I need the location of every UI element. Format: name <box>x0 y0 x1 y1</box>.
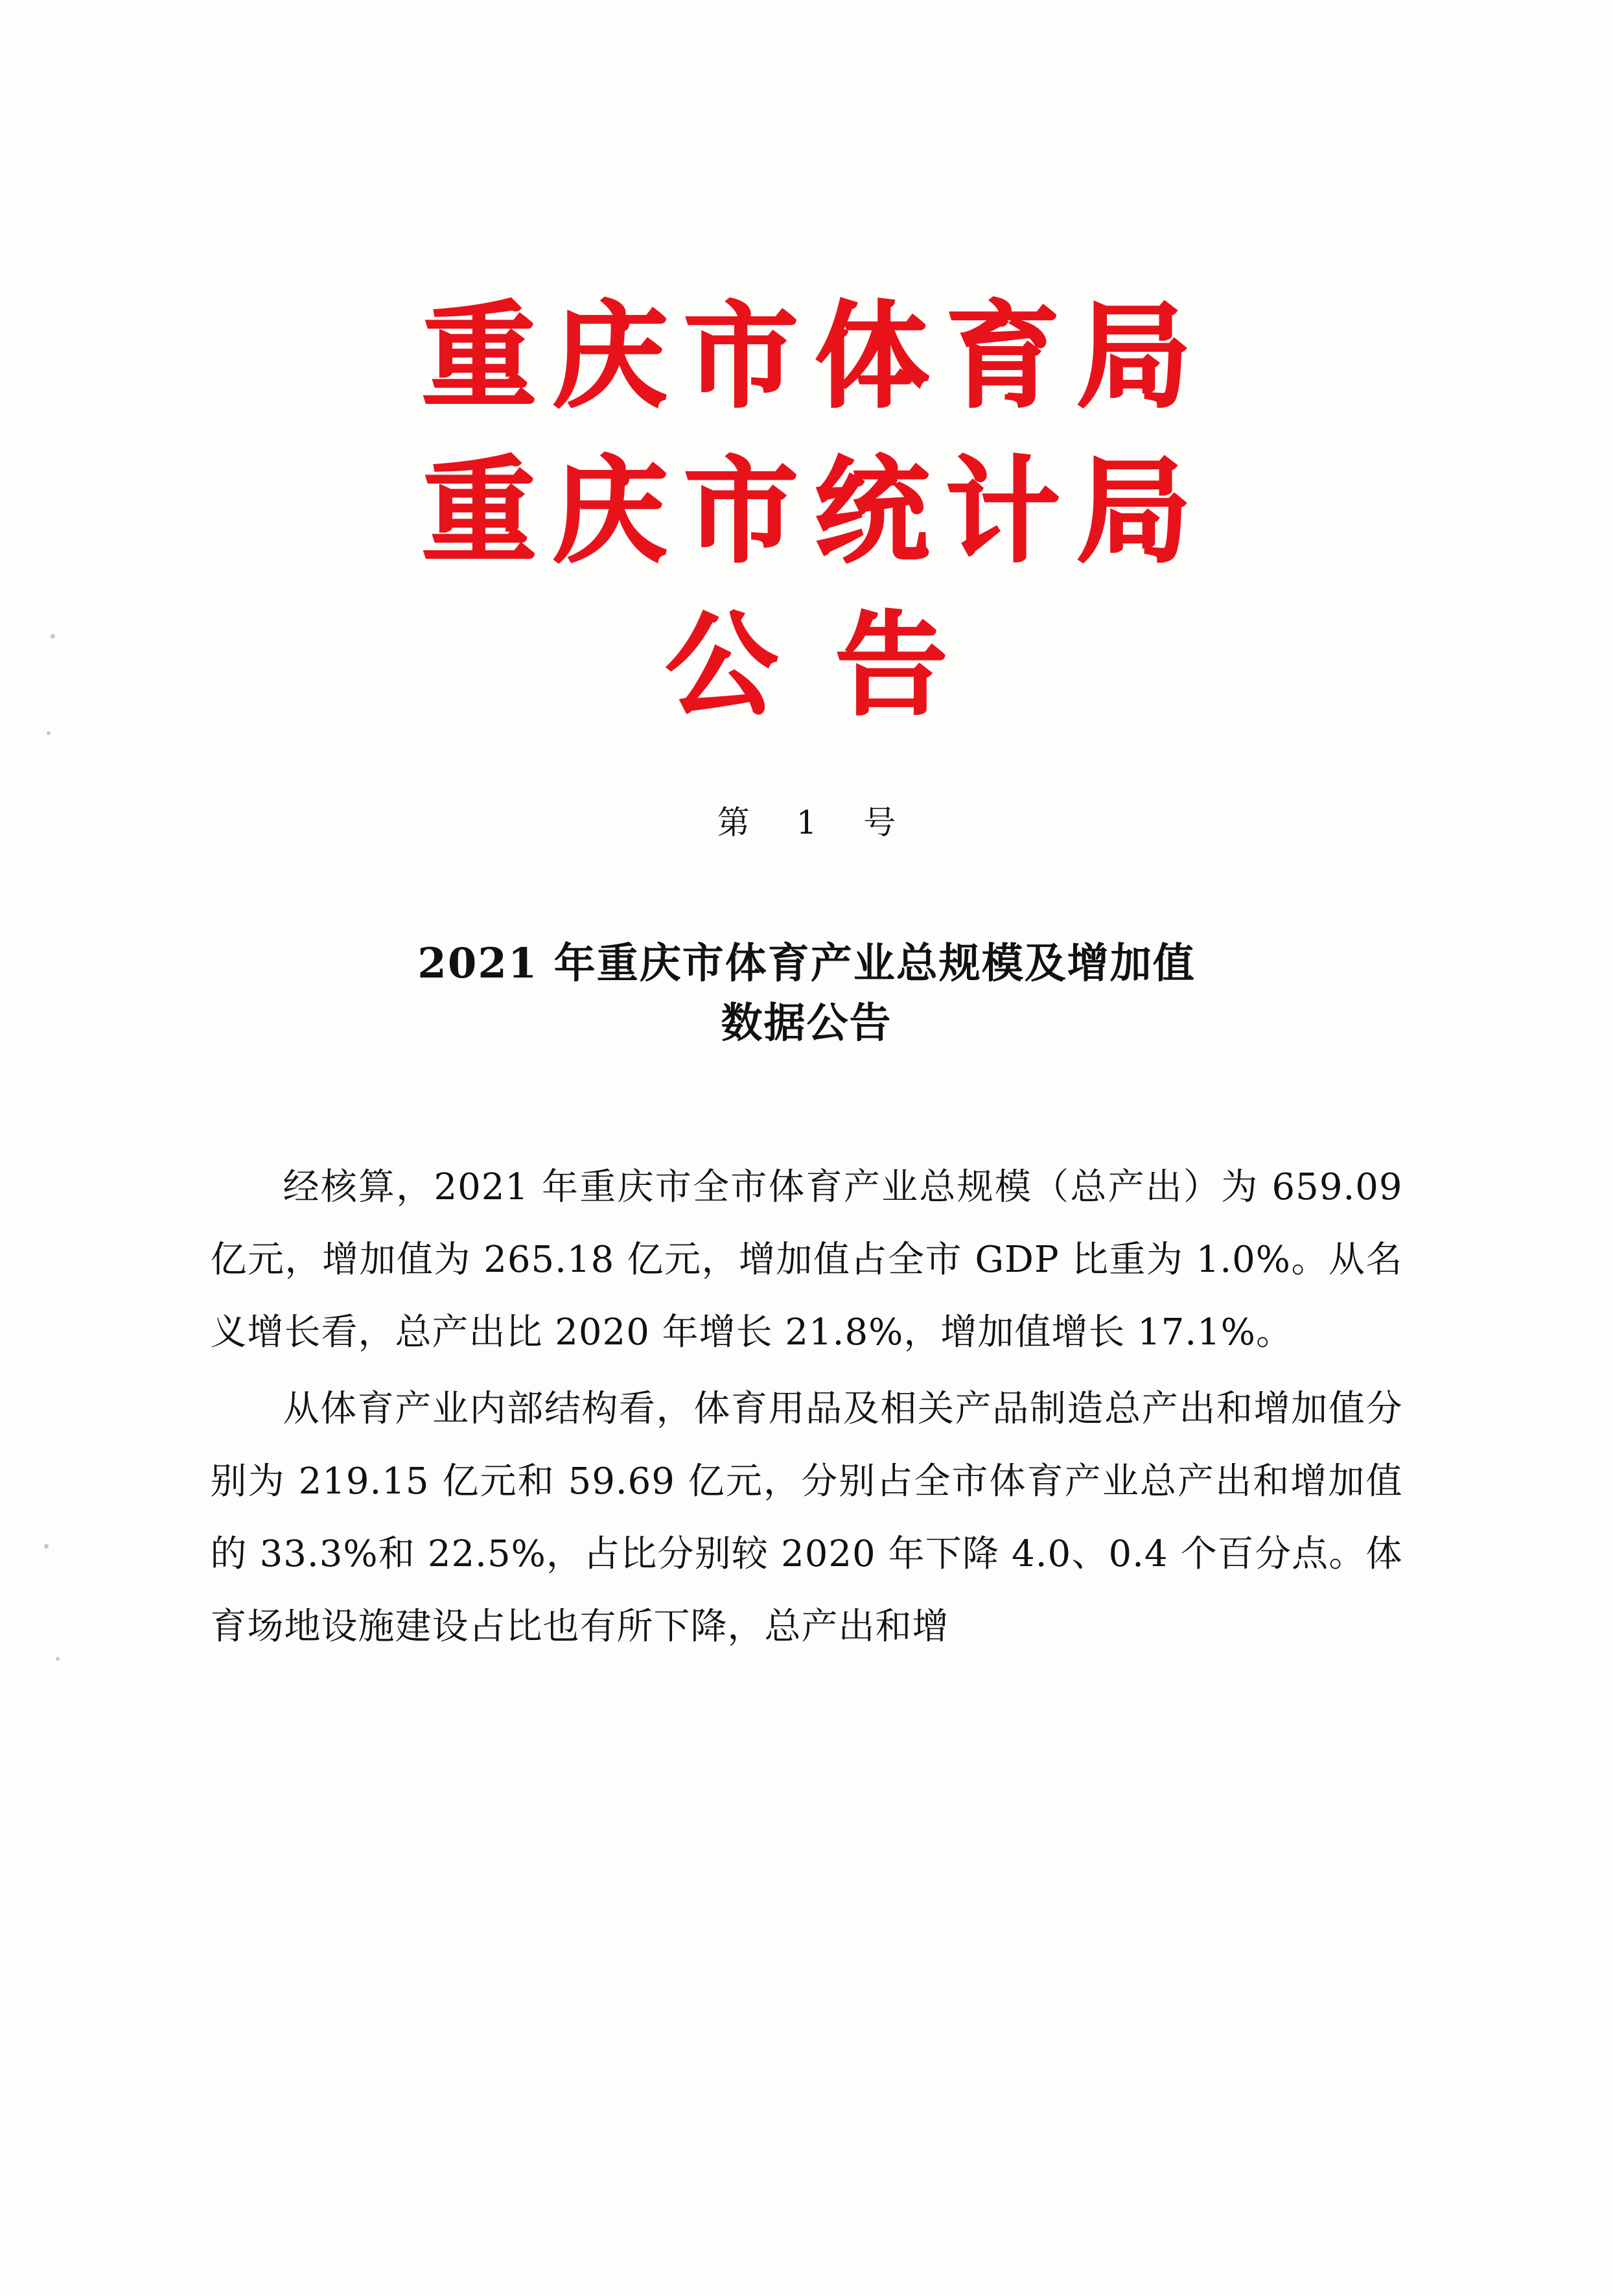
body-text <box>211 1151 1403 1663</box>
masthead <box>0 279 1613 741</box>
masthead-line-sports-bureau: 重庆市体育局 <box>422 289 1208 423</box>
masthead-line-announcement: 公告 <box>666 598 1006 731</box>
masthead-line-statistics-bureau: 重庆市统计局 <box>422 444 1208 579</box>
page-title <box>0 934 1613 1055</box>
paragraph: 经核算，2021 年重庆市全市体育产业总规模（总产出）为 659.09 亿元，增加值为 265.18 亿元，增加值占全市 GDP 比重为 1.0%。从名义增长看，总产出比 2020 年增长 21.8%，增加值增长 17.1%。 <box>210 1166 1403 1354</box>
issue-number: 第 1 号 <box>717 803 914 841</box>
page-title-line-2: 数据公告 <box>721 999 892 1048</box>
paragraph: 从体育产业内部结构看，体育用品及相关产品制造总产出和增加值分别为 219.15 亿元和 59.69 亿元，分别占全市体育产业总产出和增加值的 33.3%和 22.5%，占比分别较 2020 年下降 4.0、0.4 个百分点。体育场地设施建设占比也有所下降，总产出和增 <box>210 1388 1403 1648</box>
page-title-line-1: 2021 年重庆市体育产业总规模及增加值 <box>417 939 1196 988</box>
